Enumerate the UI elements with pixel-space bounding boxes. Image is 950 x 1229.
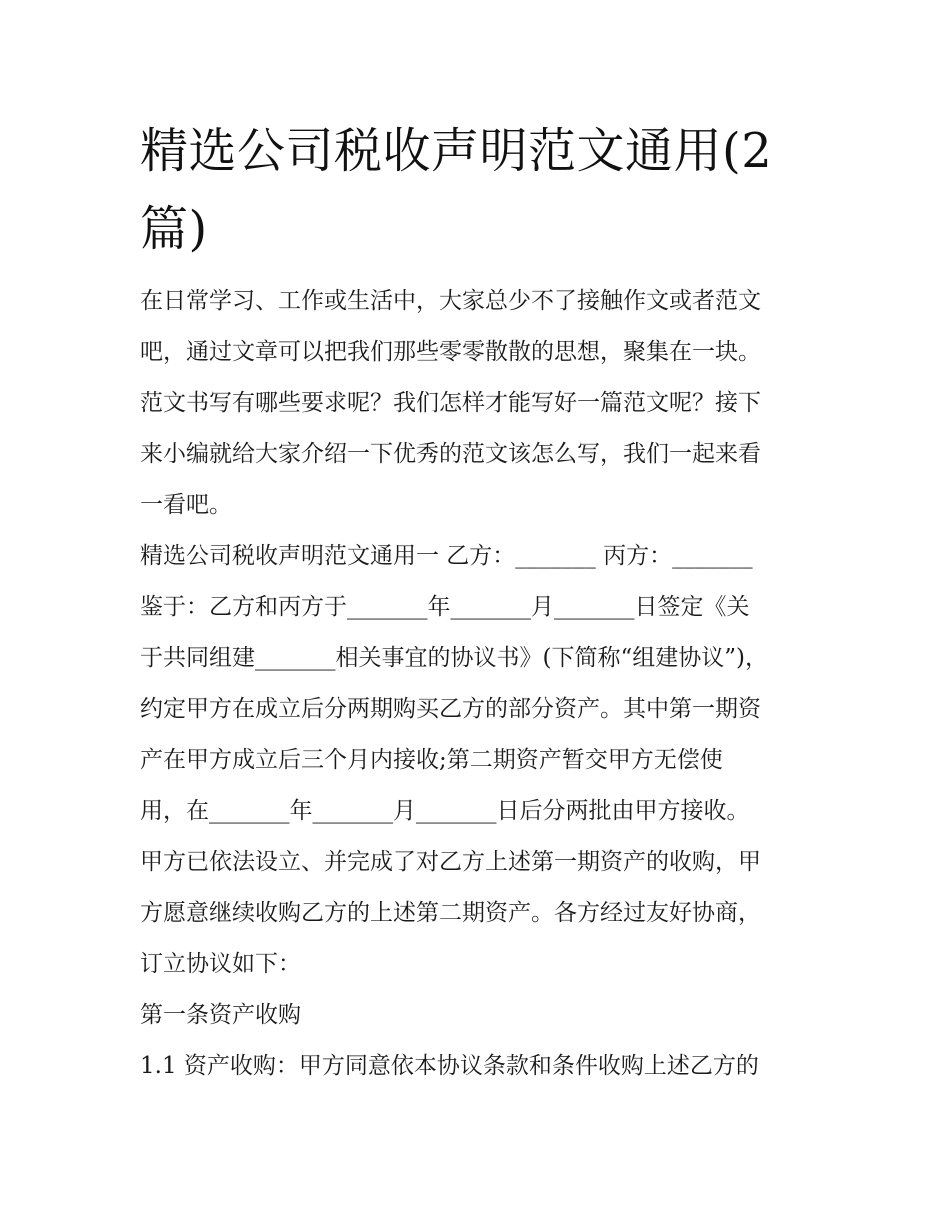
title-line-1: 精选公司税收声明范文通用(2 <box>140 123 773 179</box>
intro-line-1: 在日常学习、工作或生活中，大家总少不了接触作文或者范文 <box>140 288 761 314</box>
body-line-12: 甲方已依法设立、并完成了对乙方上述第一期资产的收购，甲 <box>140 849 761 875</box>
document-body <box>140 276 820 1092</box>
body-line-8: 于共同组建_______相关事宜的协议书》(下简称“组建协议”)， <box>140 645 768 671</box>
intro-line-2: 吧，通过文章可以把我们那些零零散散的思想，聚集在一块。 <box>140 339 761 365</box>
section-heading-line: 精选公司税收声明范文通用一 乙方：_______ 丙方：_______ <box>140 543 753 569</box>
article-heading: 第一条资产收购 <box>140 1002 301 1028</box>
body-line-11: 用，在_______年_______月_______日后分两批由甲方接收。 <box>140 798 750 824</box>
body-line-10: 产在甲方成立后三个月内接收;第二期资产暂交甲方无偿使 <box>140 747 723 773</box>
intro-line-5: 一看吧。 <box>140 492 232 518</box>
title-line-2: 篇) <box>140 201 208 257</box>
intro-line-4: 来小编就给大家介绍一下优秀的范文该怎么写，我们一起来看 <box>140 441 761 467</box>
body-line-13: 方愿意继续收购乙方的上述第二期资产。各方经过友好协商， <box>140 900 761 926</box>
body-line-7: 鉴于：乙方和丙方于_______年_______月_______日签定《关 <box>140 594 750 620</box>
document-title <box>140 112 820 268</box>
intro-line-3: 范文书写有哪些要求呢？我们怎样才能写好一篇范文呢？接下 <box>140 390 761 416</box>
body-line-9: 约定甲方在成立后分两期购买乙方的部分资产。其中第一期资 <box>140 696 761 722</box>
body-line-14: 订立协议如下： <box>140 951 301 977</box>
clause-1-1-line: 1.1 资产收购：甲方同意依本协议条款和条件收购上述乙方的 <box>140 1053 759 1079</box>
